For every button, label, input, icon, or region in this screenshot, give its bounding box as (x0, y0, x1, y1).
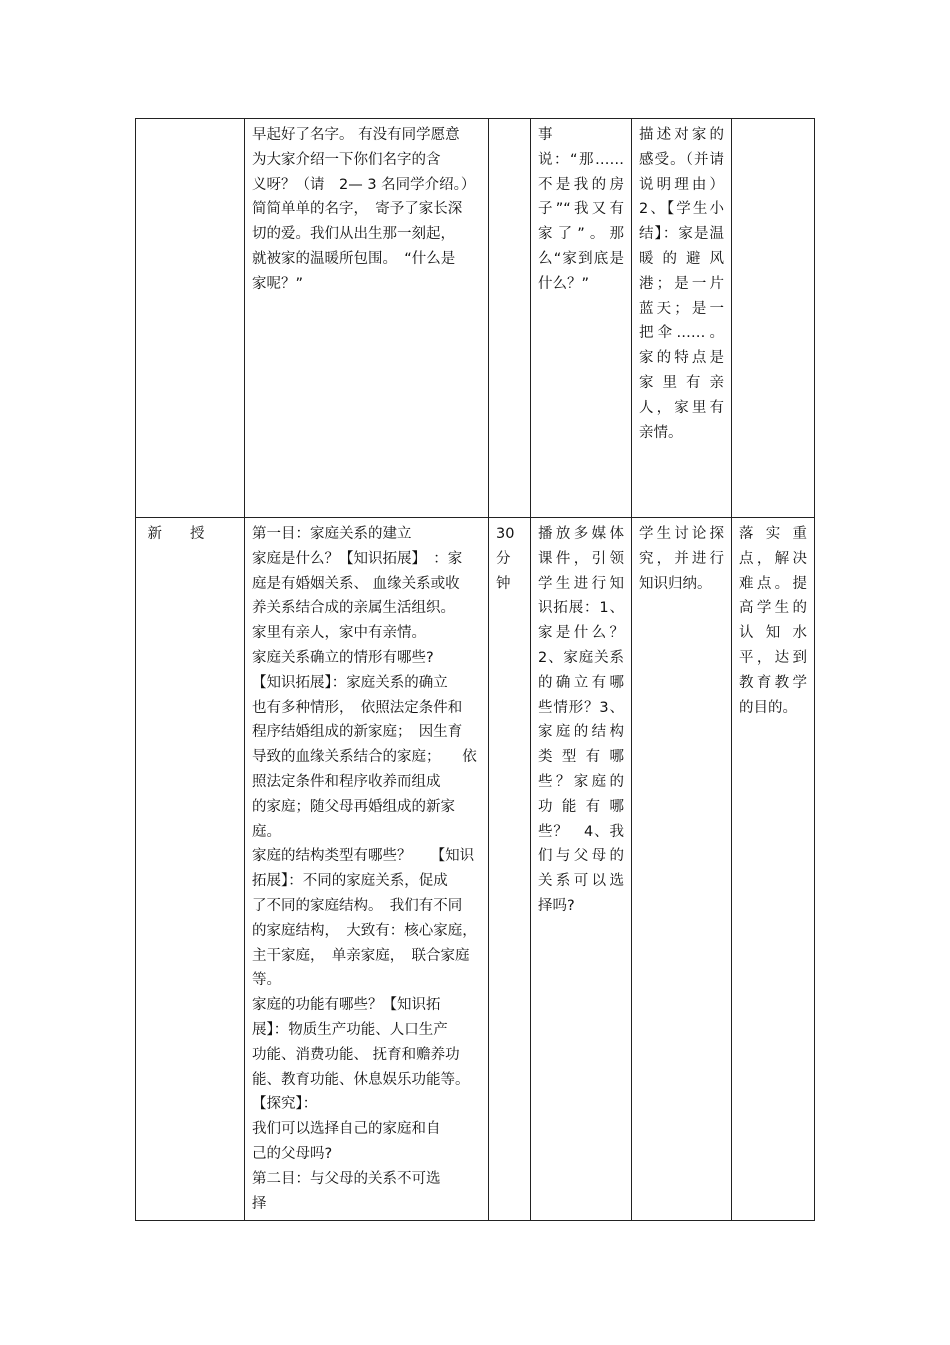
content-line: 庭。 (252, 823, 281, 840)
content-line: 庭是有婚姻关系、 血缘关系或收 (252, 575, 460, 592)
content-line: 也有多种情形， 依照法定条件和 (252, 699, 463, 716)
content-line: 功能、消费功能、 抚育和赡养功 (252, 1046, 460, 1063)
content-line: 义呀？（请 2— 3 名同学介绍。） (252, 176, 476, 193)
student-activity-cell: 描述对家的感受。（并请说明理由）2、【学生小结】：家是温暖的避风港；是一片蓝天；是一 把伞……。家的特点是家里有亲人，家里有亲情。 (632, 119, 732, 518)
content-line: 己的父母吗? (252, 1145, 333, 1162)
content-line: 第二目：与父母的关系不可选 (252, 1170, 441, 1187)
lesson-plan-table (135, 118, 815, 1221)
content-line: 我们可以选择自己的家庭和自 (252, 1121, 441, 1138)
content-line: 家庭的功能有哪些？【知识拓 (252, 997, 441, 1014)
content-line: 主干家庭， 单亲家庭， 联合家庭 (252, 947, 470, 964)
purpose-cell: 落实重点，解决难点。提高学生的认知水平，达到教育教学的目的。 (732, 518, 815, 1221)
content-line: 家庭的结构类型有哪些？ 【知识 (252, 848, 475, 865)
phase-cell (136, 119, 245, 518)
content-line: 【知识拓展】：家庭关系的确立 (252, 674, 448, 691)
content-line: 照法定条件和程序收养而组成 (252, 773, 441, 790)
student-activity-cell: 学生讨论探究，并进行知识归纳。 (632, 518, 732, 1221)
content-cell (245, 518, 489, 1221)
table-row (136, 119, 815, 518)
content-line: 简简单单的名字， 寄予了家长深 (252, 201, 463, 218)
phase-cell: 新授 (136, 518, 245, 1221)
content-line: 了不同的家庭结构。 我们有不同 (252, 897, 463, 914)
content-line: 家里有亲人，家中有亲情。 (252, 625, 426, 642)
content-line: 的家庭；随父母再婚组成的新家 (252, 798, 455, 815)
content-line: 第一目：家庭关系的建立 (252, 526, 412, 542)
content-line: 程序结婚组成的新家庭； 因生育 (252, 724, 463, 741)
content-line: 的家庭结构， 大致有：核心家庭， (252, 922, 477, 939)
content-line: 展】：物质生产功能、人口生产 (252, 1021, 448, 1038)
content-line: 导致的血缘关系结合的家庭； 依 (252, 749, 477, 766)
table-row (136, 518, 815, 1221)
content-line: 切的爱。我们从出生那一刻起， (252, 226, 455, 243)
teacher-activity-cell: 播放多媒体课件，引领学生进行知识拓展：1、家是什么？2、家庭关系的确立有哪些情形？3、家庭的结构类型有哪些？家庭的功能有哪些？ 4、我们与父母的关系可以选择吗? (531, 518, 632, 1221)
content-line: 择 (252, 1195, 267, 1212)
content-line: 拓展】：不同的家庭关系，促成 (252, 873, 448, 890)
content-line: 【探究】： (252, 1096, 318, 1113)
purpose-cell (732, 119, 815, 518)
content-line: 养关系结合成的亲属生活组织。 (252, 600, 455, 617)
time-cell: 30分钟 (489, 518, 531, 1221)
content-line: 家呢？” (252, 275, 304, 292)
time-cell (489, 119, 531, 518)
content-line: 家庭关系确立的情形有哪些? (252, 649, 434, 666)
teacher-activity-cell: 事说：“那……不是我的房子”“我又有家了”。那么“家到底是什么？” (531, 119, 632, 518)
content-line: 为大家介绍一下你们名字的含 (252, 151, 441, 168)
content-line: 就被家的温暖所包围。 “什么是 (252, 250, 456, 267)
content-cell (245, 119, 489, 518)
content-line: 早起好了名字。 有没有同学愿意 (252, 127, 460, 143)
content-line: 能、教育功能、休息娱乐功能等。 (252, 1071, 470, 1088)
content-line: 等。 (252, 972, 281, 989)
content-line: 家庭是什么？【知识拓展】 ：家 (252, 550, 463, 567)
